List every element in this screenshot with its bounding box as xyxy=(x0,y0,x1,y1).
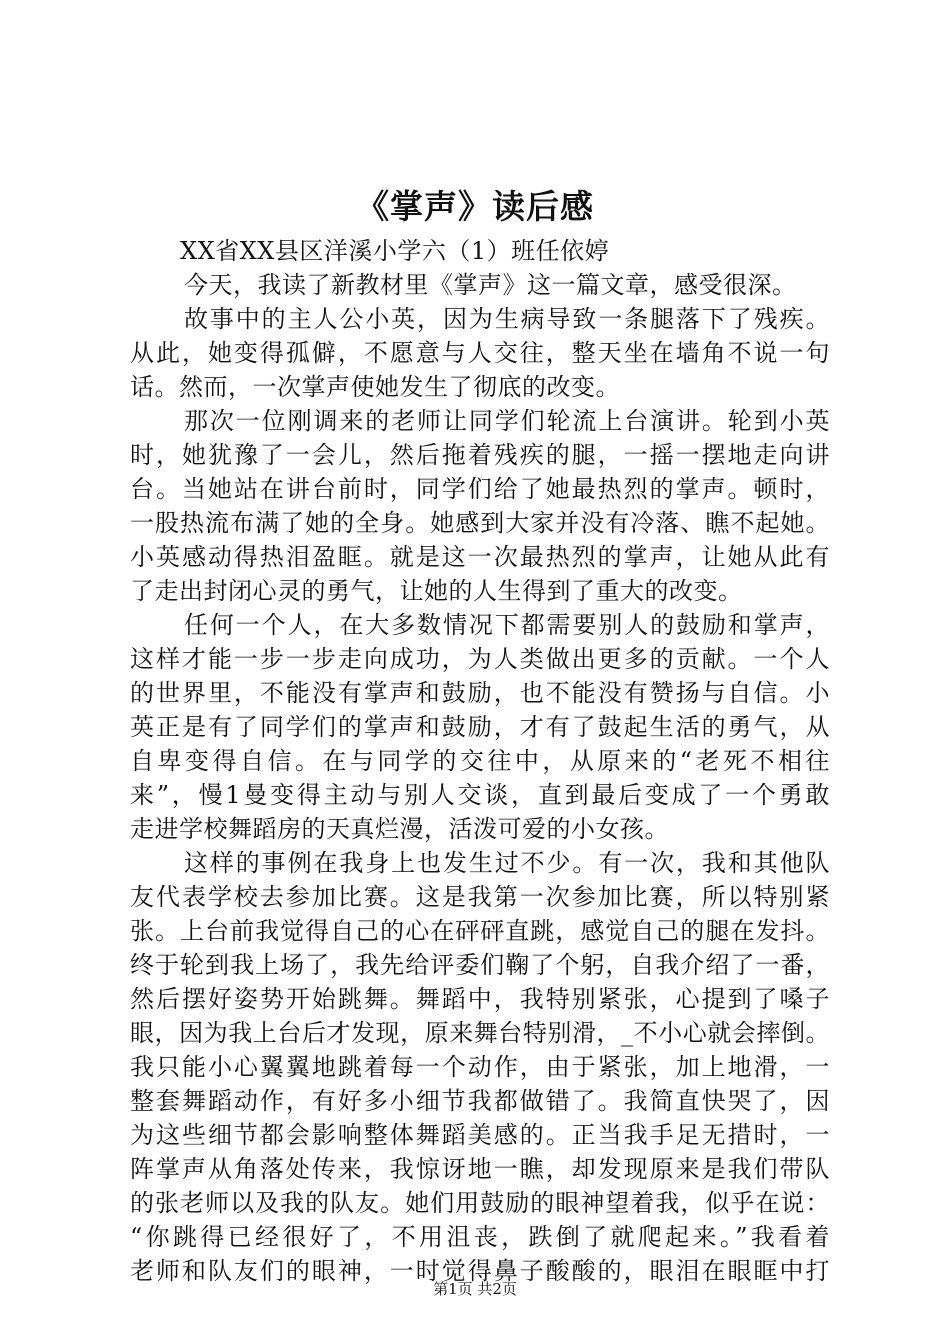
paragraph-line: 这样的事例在我身上也发生过不少。有一次，我和其他队 xyxy=(184,849,830,877)
paragraph-line: 一股热流布满了她的全身。她感到大家并没有冷落、瞧不起她。 xyxy=(130,509,830,537)
paragraph-line: “你跳得已经很好了，不用沮丧，跌倒了就爬起来。”我看着 xyxy=(130,1223,830,1251)
paragraph-line: 这样才能一步一步走向成功，为人类做出更多的贡献。一个人 xyxy=(130,645,830,673)
paragraph-line: 了走出封闭心灵的勇气，让她的人生得到了重大的改变。 xyxy=(130,577,743,605)
paragraph-line: 眼，因为我上台后才发现，原来舞台特别滑，_不小心就会摔倒。 xyxy=(130,1019,830,1047)
paragraph-line: 自卑变得自信。在与同学的交往中，从原来的“老死不相往 xyxy=(130,747,830,775)
paragraph-line: 英正是有了同学们的掌声和鼓励，才有了鼓起生活的勇气，从 xyxy=(130,713,830,741)
paragraph-line: 故事中的主人公小英，因为生病导致一条腿落下了残疾。 xyxy=(184,305,830,333)
paragraph-line: 那次一位刚调来的老师让同学们轮流上台演讲。轮到小英 xyxy=(184,407,830,435)
paragraph-line: 的世界里，不能没有掌声和鼓励，也不能没有赞扬与自信。小 xyxy=(130,679,830,707)
author-byline: XX省XX县区洋溪小学六（1）班任依婷 xyxy=(180,237,610,265)
document-body xyxy=(130,234,830,1288)
paragraph-line: 终于轮到我上场了，我先给评委们鞠了个躬，自我介绍了一番， xyxy=(130,951,830,979)
paragraph-line: 走进学校舞蹈房的天真烂漫，活泼可爱的小女孩。 xyxy=(130,815,669,843)
paragraph-line: 小英感动得热泪盈眶。就是这一次最热烈的掌声，让她从此有 xyxy=(130,543,830,571)
paragraph-line: 来”，慢1曼变得主动与别人交谈，直到最后变成了一个勇敢 xyxy=(130,781,830,809)
paragraph-line: 阵掌声从角落处传来，我惊讶地一瞧，却发现原来是我们带队 xyxy=(130,1155,830,1183)
paragraph-line: 台。当她站在讲台前时，同学们给了她最热烈的掌声。顿时， xyxy=(130,475,830,503)
paragraph-line: 为这些细节都会影响整体舞蹈美感的。正当我手足无措时，一 xyxy=(130,1121,830,1149)
paragraph-line: 从此，她变得孤僻，不愿意与人交往，整天坐在墙角不说一句 xyxy=(130,339,830,367)
paragraph-line: 整套舞蹈动作，有好多小细节我都做错了。我简直快哭了，因 xyxy=(130,1087,830,1115)
paragraph-line: 张。上台前我觉得自己的心在砰砰直跳，感觉自己的腿在发抖。 xyxy=(130,917,830,945)
page-footer: 第1页 共2页 xyxy=(433,1280,517,1298)
paragraph-line: 今天，我读了新教材里《掌声》这一篇文章，感受很深。 xyxy=(184,271,797,299)
paragraph-line: 话。然而，一次掌声使她发生了彻底的改变。 xyxy=(130,373,620,401)
paragraph-line: 然后摆好姿势开始跳舞。舞蹈中，我特别紧张，心提到了嗓子 xyxy=(130,985,830,1013)
paragraph-line: 我只能小心翼翼地跳着每一个动作，由于紧张，加上地滑，一 xyxy=(130,1053,830,1081)
paragraph-line: 时，她犹豫了一会儿，然后拖着残疾的腿，一摇一摆地走向讲 xyxy=(130,441,830,469)
paragraph-line: 老师和队友们的眼神，一时觉得鼻子酸酸的，眼泪在眼眶中打 xyxy=(130,1257,830,1285)
paragraph-line: 友代表学校去参加比赛。这是我第一次参加比赛，所以特别紧 xyxy=(130,883,830,911)
paragraph-line: 任何一个人，在大多数情况下都需要别人的鼓励和掌声， xyxy=(184,611,830,639)
document-title: 《掌声》读后感 xyxy=(356,187,594,226)
paragraph-line: 的张老师以及我的队友。她们用鼓励的眼神望着我，似乎在说： xyxy=(130,1189,830,1217)
